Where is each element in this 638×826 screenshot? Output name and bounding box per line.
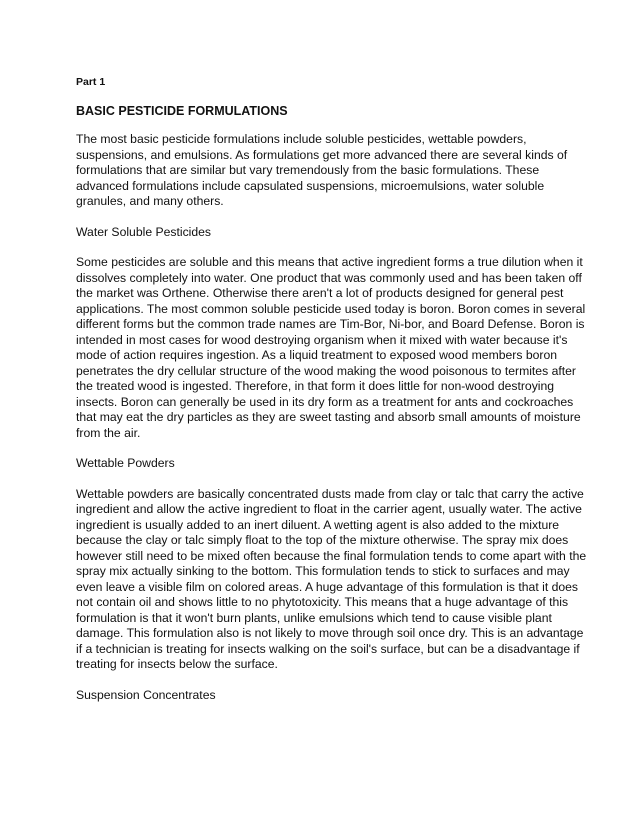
water-soluble-paragraph: Some pesticides are soluble and this means that active ingredient forms a true dilution when it dissolves completely into water. One product that was commonly used and has been taken off the market was Orthene. Otherwise there aren't a lot of products designed for general pest applications. The most common soluble pesticide used today is boron. Boron comes in several different forms but the common trade names are Tim-Bor, Ni-bor, and Board Defense. Boron is intended in most cases for wood destroying organism when it mixed with water because it's mode of action requires ingestion. As a liquid treatment to exposed wood members boron penetrates the dry cellular structure of the wood making the wood poisonous to termites after the treated wood is ingested. Therefore, in that form it does little for non-wood destroying insects. Boron can generally be used in its dry form as a treatment for ants and cockroaches that may eat the dry particles as they are sweet tasting and absorb small amounts of moisture from the air. bbox=[76, 255, 586, 440]
section-heading-water-soluble: Water Soluble Pesticides bbox=[76, 224, 212, 239]
document-title: BASIC PESTICIDE FORMULATIONS bbox=[76, 104, 288, 118]
section-heading-suspension-concentrates: Suspension Concentrates bbox=[76, 687, 216, 702]
wettable-powders-paragraph: Wettable powders are basically concentrated dusts made from clay or talc that carry the active ingredient and allow the active ingredient to float in the carrier agent, usually water. The active ingredient is usually added to an inert diluent. A wetting agent is also added to the mixture because the clay or talc simply float to the top of the mixture otherwise. The spray mix does however still need to be mixed often because the final formulation tends to come apart with the spray mix actually sinking to the bottom. This formulation tends to stick to surfaces and may even leave a visible film on colored areas. A huge advantage of this formulation is that it does not contain oil and shows little to no phytotoxicity. This means that a huge advantage of this formulation is that it won't burn plants, unlike emulsions which tend to cause visible plant damage. This formulation also is not likely to move through soil once dry. This is an advantage if a technician is treating for insects walking on the soil's surface, but can be a disadvantage if treating for insects below the surface. bbox=[76, 486, 587, 671]
part-label: Part 1 bbox=[76, 76, 106, 88]
section-heading-wettable-powders: Wettable Powders bbox=[76, 456, 175, 470]
intro-paragraph: The most basic pesticide formulations include soluble pesticides, wettable powders, suspensions, and emulsions. As formulations get more advanced there are several kinds of formulations that are similar but vary tremendously from the basic formulations. These advanced formulations include capsulated suspensions, microemulsions, water soluble granules, and many others. bbox=[76, 132, 568, 208]
